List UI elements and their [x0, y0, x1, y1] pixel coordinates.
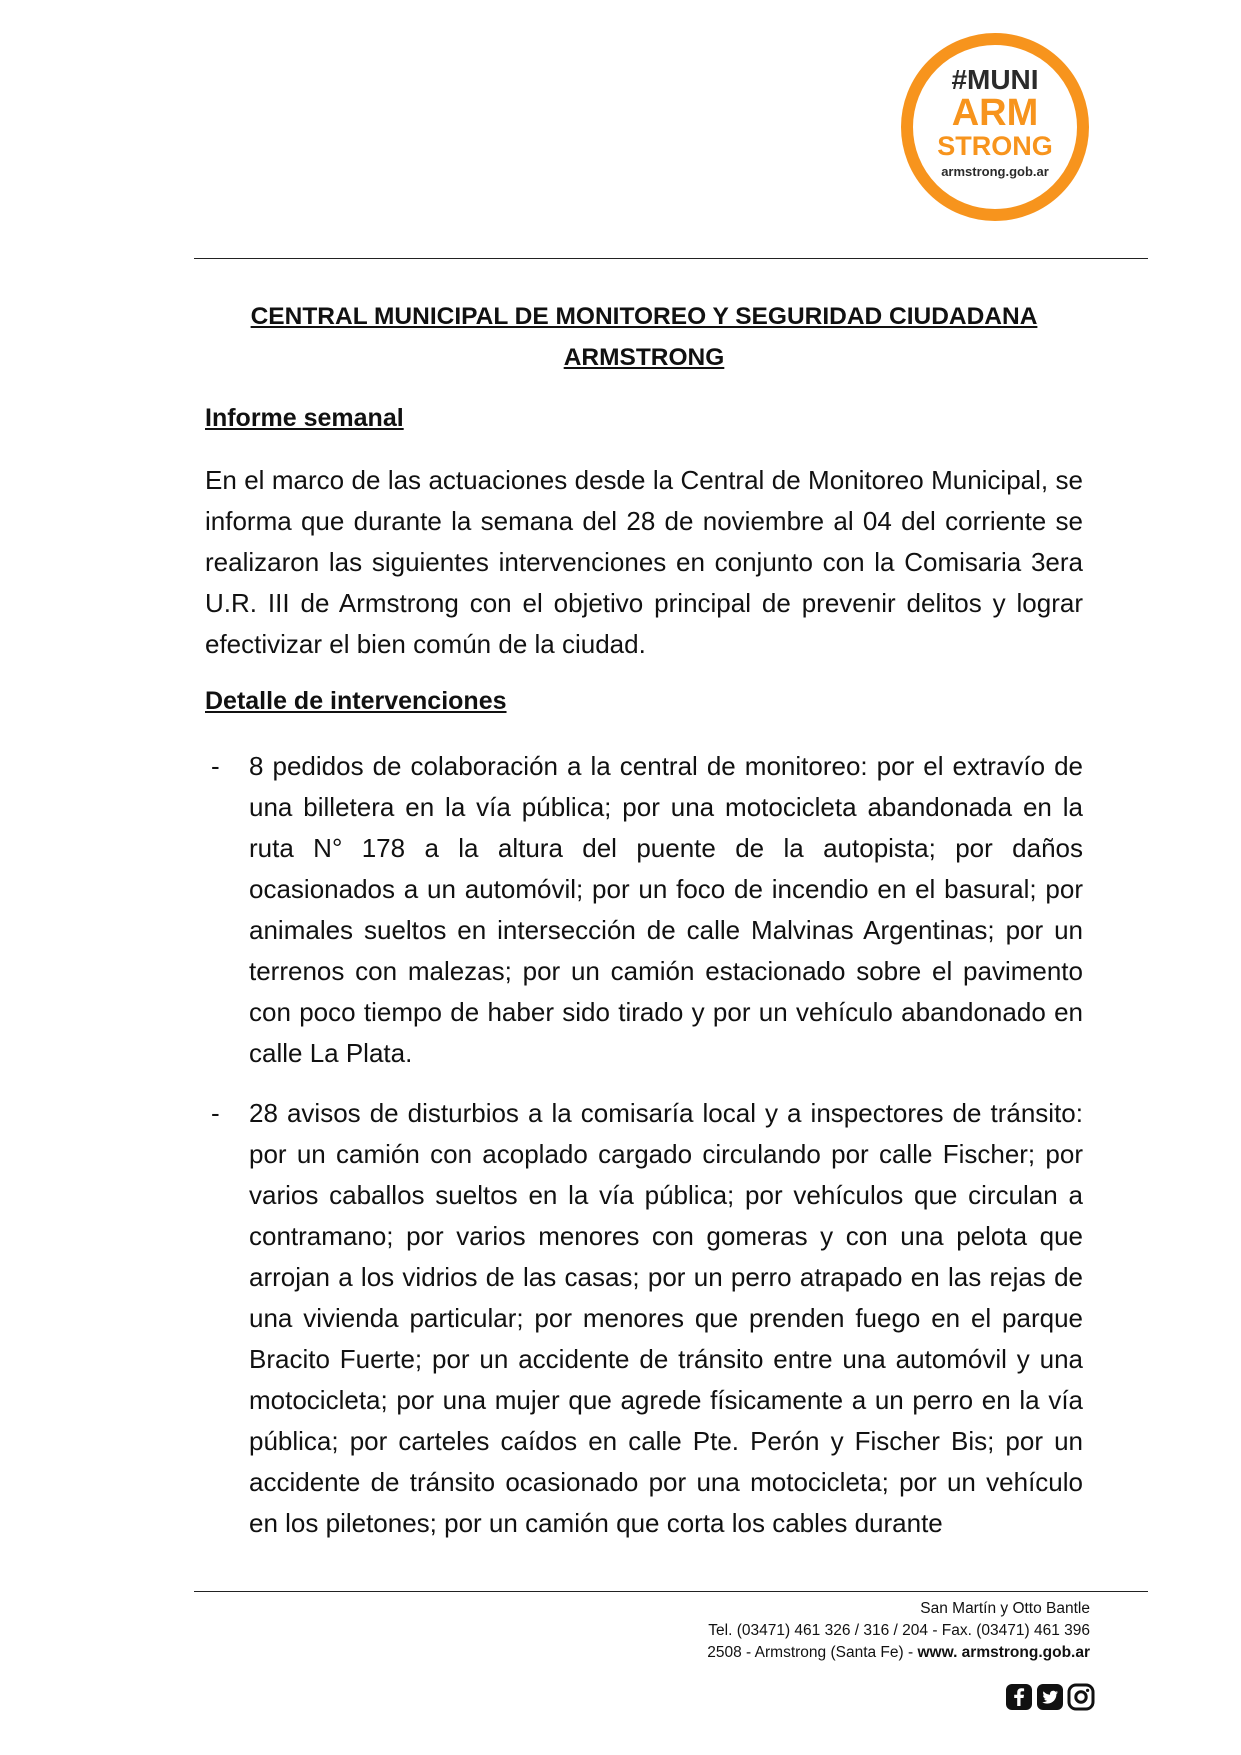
facebook-icon[interactable]	[1005, 1683, 1033, 1711]
document-title-city: ARMSTRONG	[563, 344, 725, 371]
footer-contact	[707, 1598, 1090, 1664]
twitter-icon[interactable]	[1036, 1683, 1064, 1711]
list-dash: -	[211, 1098, 220, 1128]
muni-armstrong-logo	[899, 31, 1091, 223]
document-title: CENTRAL MUNICIPAL DE MONITOREO Y SEGURIDAD CIUDADANA	[250, 303, 1038, 330]
instagram-icon[interactable]	[1067, 1683, 1095, 1711]
section-heading-informe: Informe semanal	[205, 404, 404, 432]
logo-line-muni: #MUNI	[951, 64, 1039, 95]
header-divider	[194, 258, 1148, 259]
section-heading-detalle: Detalle de intervenciones	[205, 687, 507, 715]
list-item-text: 28 avisos de disturbios a la comisaría local y a inspectores de tránsito: por un camión con acoplado cargado circulando por calle Fischer; por varios caballos sueltos en la vía pública; por vehículos que circulan a contramano; por varios menores con gomeras y con una pelota que arrojan a los vidrios de las casas; por un perro atrapado en las rejas de una vivienda particular; por menores que prenden fuego en el parque Bracito Fuerte; por un accidente de tránsito entre una automóvil y una motocicleta; por una mujer que agrede físicamente a un perro en la vía pública; por carteles caídos en calle Pte. Perón y Fischer Bis; por un accidente de tránsito ocasionado por una motocicleta; por un vehículo en los piletones; por un camión que corta los cables durante	[249, 1098, 1083, 1538]
list-item-text: 8 pedidos de colaboración a la central de monitoreo: por el extravío de una billetera en la vía pública; por una motocicleta abandonada en la ruta N° 178 a la altura del puente de la autopista; por daños ocasionados a un automóvil; por un foco de incendio en el basural; por animales sueltos en intersección de calle Malvinas Argentinas; por un terrenos con malezas; por un camión estacionado sobre el pavimento con poco tiempo de haber sido tirado y por un vehículo abandonado en calle La Plata.	[249, 751, 1083, 1068]
footer-city: 2508 - Armstrong (Santa Fe) -	[707, 1644, 918, 1661]
list-dash: -	[211, 751, 220, 781]
footer-address: San Martín y Otto Bantle	[920, 1600, 1090, 1617]
footer-web: www. armstrong.gob.ar	[917, 1644, 1090, 1661]
social-icons	[1005, 1683, 1095, 1711]
intro-paragraph: En el marco de las actuaciones desde la Central de Monitoreo Municipal, se informa que durante la semana del 28 de noviembre al 04 del corriente se realizaron las siguientes intervenciones en conjunto con la Comisaria 3era U.R. III de Armstrong con el objetivo principal de prevenir delitos y lograr efectivizar el bien común de la ciudad.	[205, 465, 1083, 659]
logo-line-strong: STRONG	[937, 131, 1053, 161]
footer-divider	[194, 1591, 1148, 1592]
footer-phones: Tel. (03471) 461 326 / 316 / 204 - Fax. (03471) 461 396	[708, 1622, 1090, 1639]
logo-line-arm: ARM	[951, 92, 1039, 134]
footer-city-web	[707, 1642, 1090, 1664]
logo-url: armstrong.gob.ar	[941, 164, 1049, 179]
